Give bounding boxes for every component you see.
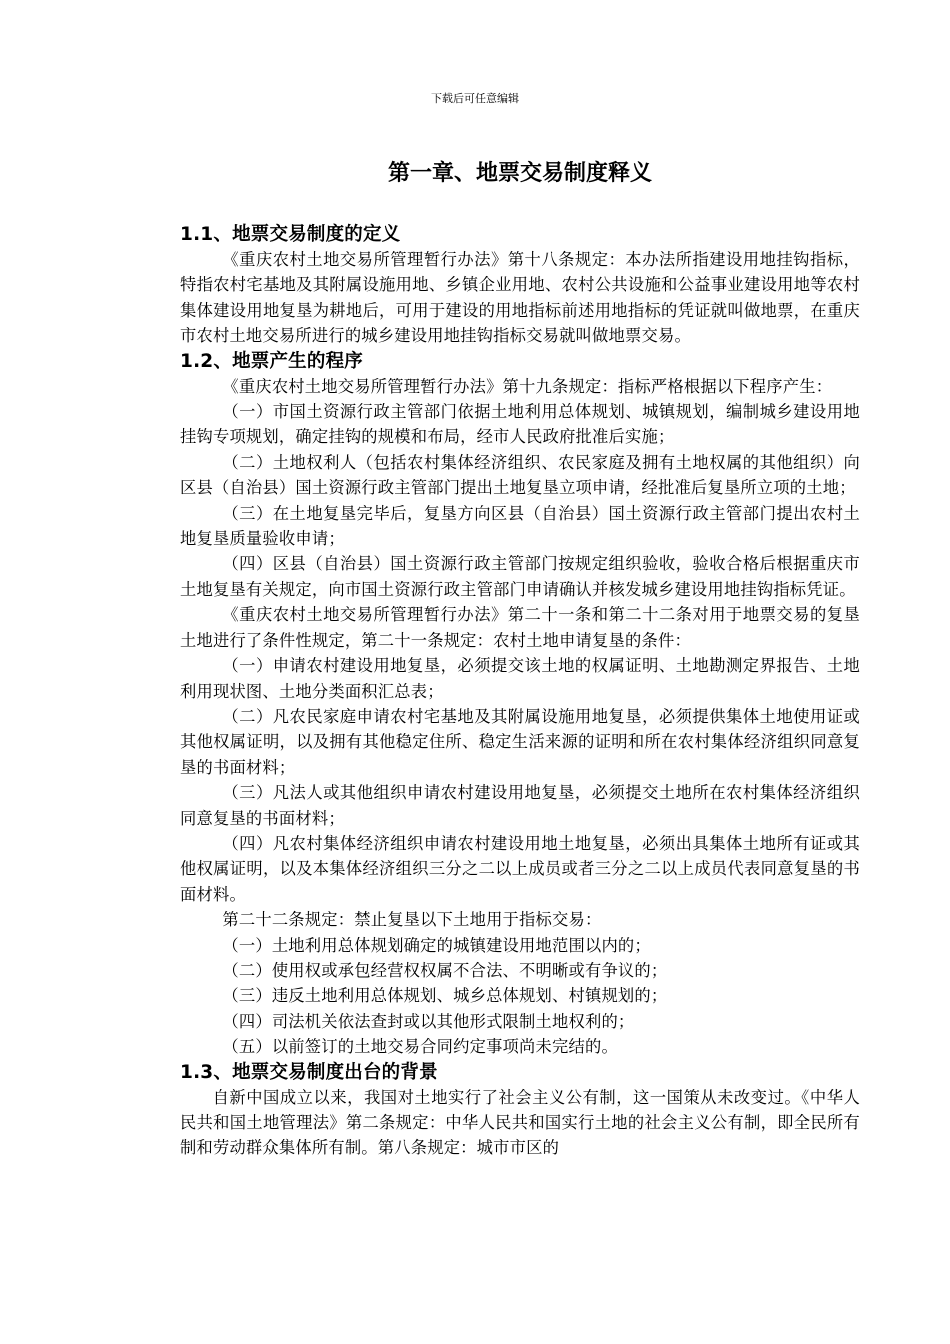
- paragraph: 《重庆农村土地交易所管理暂行办法》第十九条规定：指标严格根据以下程序产生：: [222, 376, 833, 396]
- paragraph: 《重庆农村土地交易所管理暂行办法》第十八条规定：本办法所指建设用地挂钩指标，特指农村宅基地及其附属设施用地、乡镇企业用地、农村公共设施和公益事业建设用地等农村集体建设用地复垦为耕地后，可用于建设的用地指标前述用地指标的凭证就叫做地票，在重庆市农村土地交易所进行的城乡建设用地挂钩指标交易就叫做地票交易。: [180, 250, 860, 346]
- paragraph: 自新中国成立以来，我国对土地实行了社会主义公有制，这一国策从未改变过。《中华人民共和国土地管理法》第二条规定：中华人民共和国实行土地的社会主义公有制，即全民所有制和劳动群众集体所有制。第八条规定：城市市区的: [180, 1087, 860, 1158]
- paragraph: （三）凡法人或其他组织申请农村建设用地复垦，必须提交土地所在农村集体经济组织同意复垦的书面材料；: [180, 783, 860, 828]
- chapter-title: 第一章、地票交易制度释义: [387, 161, 652, 186]
- paragraph: （四）区县（自治县）国土资源行政主管部门按规定组织验收，验收合格后根据重庆市土地复垦有关规定，向市国土资源行政主管部门申请确认并核发城乡建设用地挂钩指标凭证。: [180, 554, 860, 599]
- list-item: （一）土地利用总体规划确定的城镇建设用地范围以内的；: [222, 935, 651, 955]
- page-header: 下载后可任意编辑: [431, 92, 519, 105]
- section-heading: 1.2、地票产生的程序: [180, 350, 363, 372]
- list-item: （三）违反土地利用总体规划、城乡总体规划、村镇规划的；: [222, 986, 668, 1006]
- document-body: [180, 222, 860, 1161]
- paragraph: （二）凡农民家庭申请农村宅基地及其附属设施用地复垦，必须提供集体土地使用证或其他权属证明，以及拥有其他稳定住所、稳定生活来源的证明和所在农村集体经济组织同意复垦的书面材料；: [180, 706, 860, 777]
- section-heading: 1.3、地票交易制度出台的背景: [180, 1061, 438, 1083]
- list-intro: 第二十二条规定：禁止复垦以下土地用于指标交易：: [222, 910, 602, 930]
- list-item: （二）使用权或承包经营权权属不合法、不明晰或有争议的；: [222, 960, 668, 980]
- list-item: （五）以前签订的土地交易合同约定事项尚未完结的。: [222, 1037, 618, 1057]
- paragraph: （一）申请农村建设用地复垦，必须提交该土地的权属证明、土地勘测定界报告、土地利用现状图、土地分类面积汇总表；: [180, 656, 860, 701]
- paragraph: （二）土地权利人（包括农村集体经济组织、农民家庭及拥有土地权属的其他组织）向区县（自治县）国土资源行政主管部门提出土地复垦立项申请，经批准后复垦所立项的土地；: [180, 452, 860, 498]
- section-heading: 1.1、地票交易制度的定义: [180, 224, 401, 245]
- list-item: （四）司法机关依法查封或以其他形式限制土地权利的；: [222, 1011, 635, 1031]
- paragraph: （一）市国土资源行政主管部门依据土地利用总体规划、城镇规划，编制城乡建设用地挂钩专项规划，确定挂钩的规模和布局，经市人民政府批准后实施；: [180, 402, 860, 447]
- paragraph: 《重庆农村土地交易所管理暂行办法》第二十一条和第二十二条对用于地票交易的复垦土地进行了条件性规定，第二十一条规定：农村土地申请复垦的条件：: [180, 605, 860, 650]
- paragraph: （三）在土地复垦完毕后，复垦方向区县（自治县）国土资源行政主管部门提出农村土地复垦质量验收申请；: [180, 503, 860, 549]
- paragraph: （四）凡农村集体经济组织申请农村建设用地土地复垦，必须出具集体土地所有证或其他权属证明，以及本集体经济组织三分之二以上成员或者三分之二以上成员代表同意复垦的书面材料。: [180, 833, 860, 904]
